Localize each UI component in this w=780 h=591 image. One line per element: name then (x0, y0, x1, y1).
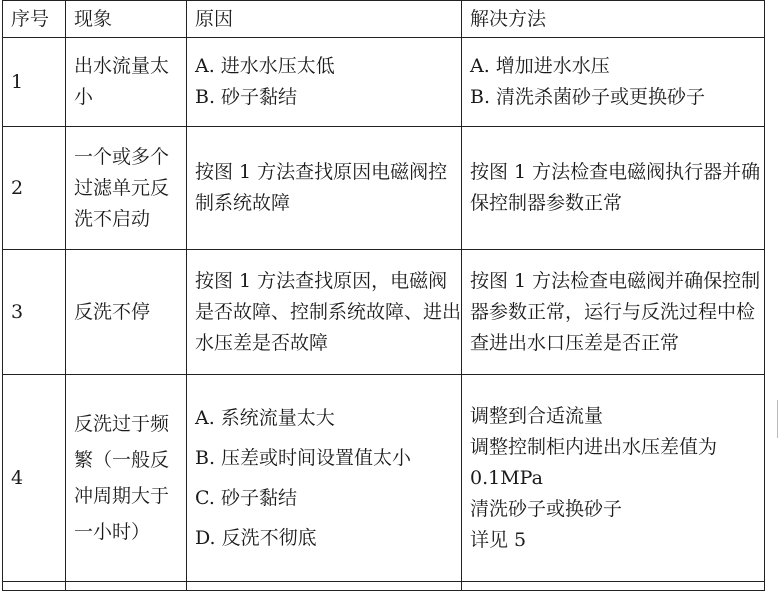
solution-text: 按图 1 方法检查电磁阀执行器并确保控制器参数正常 (470, 161, 761, 214)
row-number: 2 (3, 127, 66, 250)
solution-line: A. 增加进水水压 (470, 55, 610, 77)
cause-cell (187, 38, 462, 127)
phenomenon-cell (66, 38, 187, 127)
solution-cell (462, 127, 765, 250)
solution-line: B. 清洗杀菌砂子或更换砂子 (470, 86, 706, 108)
phenomenon-cell (66, 250, 187, 375)
phenomenon-text: 出水流量太小 (74, 55, 170, 108)
table-row (3, 127, 765, 250)
header-no: 序号 (3, 1, 66, 38)
phenomenon-cell (66, 127, 187, 250)
phenomenon-cell (66, 375, 187, 582)
table-row (3, 250, 765, 375)
cause-text: 按图 1 方法查找原因电磁阀控制系统故障 (195, 161, 448, 214)
cause-line: A. 进水水压太低 (195, 55, 335, 77)
table-header-row (3, 1, 765, 38)
solution-cell (462, 250, 765, 375)
header-solution: 解决方法 (462, 1, 765, 38)
row-number: 3 (3, 250, 66, 375)
solution-line: 调整控制柜内进出水压差值为 0.1MPa (470, 435, 718, 489)
cause-cell (187, 375, 462, 582)
table-row-partial (3, 582, 765, 591)
header-phenomenon: 现象 (66, 1, 187, 38)
solution-line: 详见 5 (470, 528, 527, 551)
troubleshooting-table (2, 0, 765, 591)
solution-cell (462, 375, 765, 582)
cause-line: A. 系统流量太大 (195, 407, 335, 429)
solution-line: 调整到合适流量 (470, 404, 604, 427)
header-cause: 原因 (187, 1, 462, 38)
table-row (3, 375, 765, 582)
row-number: 1 (3, 38, 66, 127)
phenomenon-text: 反洗过于频繁（一般反冲周期大于一小时） (74, 413, 170, 543)
solution-cell (462, 38, 765, 127)
phenomenon-text: 一个或多个过滤单元反洗不启动 (74, 145, 170, 230)
solution-line: 清洗砂子或换砂子 (470, 497, 623, 520)
cause-line: B. 砂子黏结 (195, 86, 298, 108)
cause-line: C. 砂子黏结 (195, 487, 297, 509)
cause-text: 按图 1 方法查找原因，电磁阀是否故障、控制系统故障、进出水压差是否故障 (195, 269, 462, 354)
row-number: 4 (3, 375, 66, 582)
cause-line: D. 反洗不彻底 (195, 527, 317, 549)
phenomenon-text: 反洗不停 (74, 300, 151, 323)
table-row (3, 38, 765, 127)
cause-cell (187, 127, 462, 250)
page-edge-mark (777, 400, 778, 438)
solution-text: 按图 1 方法检查电磁阀并确保控制器参数正常，运行与反洗过程中检查进出水口压差是否正常 (470, 269, 761, 354)
cause-line: B. 压差或时间设置值太小 (195, 447, 412, 469)
cause-cell (187, 250, 462, 375)
